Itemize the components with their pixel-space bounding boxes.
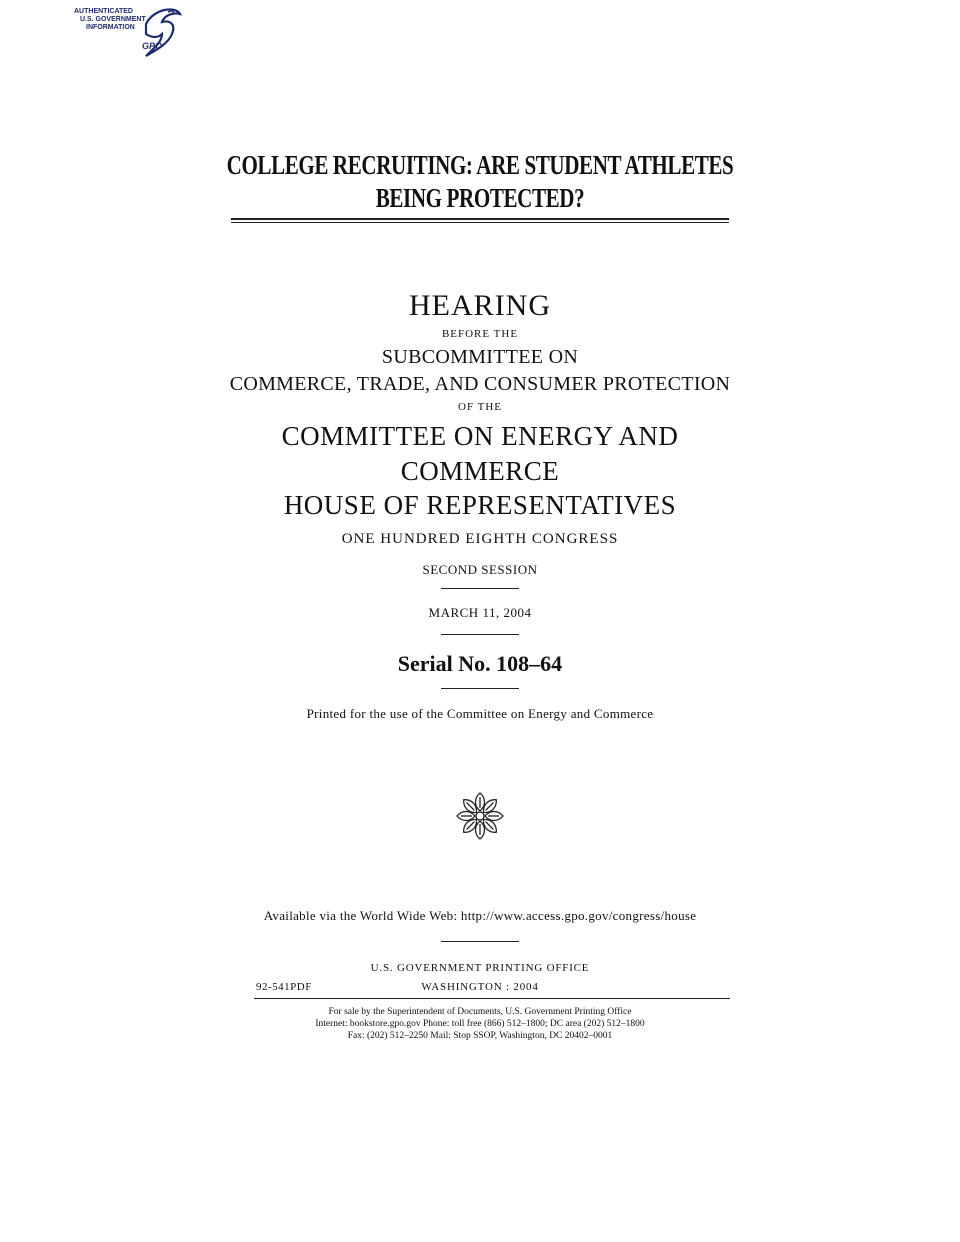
logo-text-authenticated: AUTHENTICATED (74, 8, 133, 15)
serial-number: Serial No. 108–64 (397, 651, 563, 676)
logo-text-information: INFORMATION (86, 24, 135, 31)
date-rule (441, 634, 519, 635)
printed-for-text: Printed for the use of the Committee on Energy and Commerce (306, 706, 654, 721)
subcommittee-line1: SUBCOMMITTEE ON (381, 346, 579, 368)
house-of-representatives: HOUSE OF REPRESENTATIVES (283, 490, 677, 520)
of-the-text: OF THE (458, 401, 502, 413)
committee-line2: COMMERCE (400, 456, 560, 486)
hearing-date: MARCH 11, 2004 (428, 605, 532, 620)
subcommittee-line2: COMMERCE, TRADE, AND CONSUMER PROTECTION (229, 373, 731, 395)
logo-gpo-mark: GPO (142, 41, 163, 51)
eagle-icon (132, 4, 184, 60)
document-number: 92-541PDF (256, 981, 312, 993)
title-rule-bottom (231, 222, 729, 223)
gpo-authentication-logo (72, 4, 184, 62)
committee-line1: COMMITTEE ON ENERGY AND (281, 421, 679, 451)
serial-rule (441, 688, 519, 689)
title-rule-top (231, 218, 729, 220)
session-rule (441, 588, 519, 589)
session-text: SECOND SESSION (422, 562, 538, 577)
availability-rule (441, 941, 519, 942)
hearing-heading: HEARING (409, 289, 551, 322)
congress-text: ONE HUNDRED EIGHTH CONGRESS (341, 531, 619, 547)
imprint-rule (254, 998, 730, 999)
sale-notice-line3: Fax: (202) 512–2250 Mail: Stop SSOP, Washington, DC 20402–0001 (347, 1031, 613, 1041)
sale-notice-line2: Internet: bookstore.gpo.gov Phone: toll free (866) 512–1800; DC area (202) 512–1800 (315, 1019, 645, 1029)
logo-text-government: U.S. GOVERNMENT (80, 16, 146, 23)
before-the-text: BEFORE THE (441, 328, 519, 340)
document-title-line1: COLLEGE RECRUITING: ARE STUDENT ATHLETES (226, 150, 734, 180)
printing-office-name: U.S. GOVERNMENT PRINTING OFFICE (370, 962, 590, 974)
document-title-line2: BEING PROTECTED? (375, 183, 585, 213)
imprint-place-year: WASHINGTON : 2004 (421, 981, 539, 993)
sale-notice-line1: For sale by the Superintendent of Documents, U.S. Government Printing Office (328, 1007, 632, 1017)
availability-text: Available via the World Wide Web: http://www.access.gpo.gov/congress/house (263, 908, 697, 923)
printers-flower-icon (454, 790, 506, 842)
